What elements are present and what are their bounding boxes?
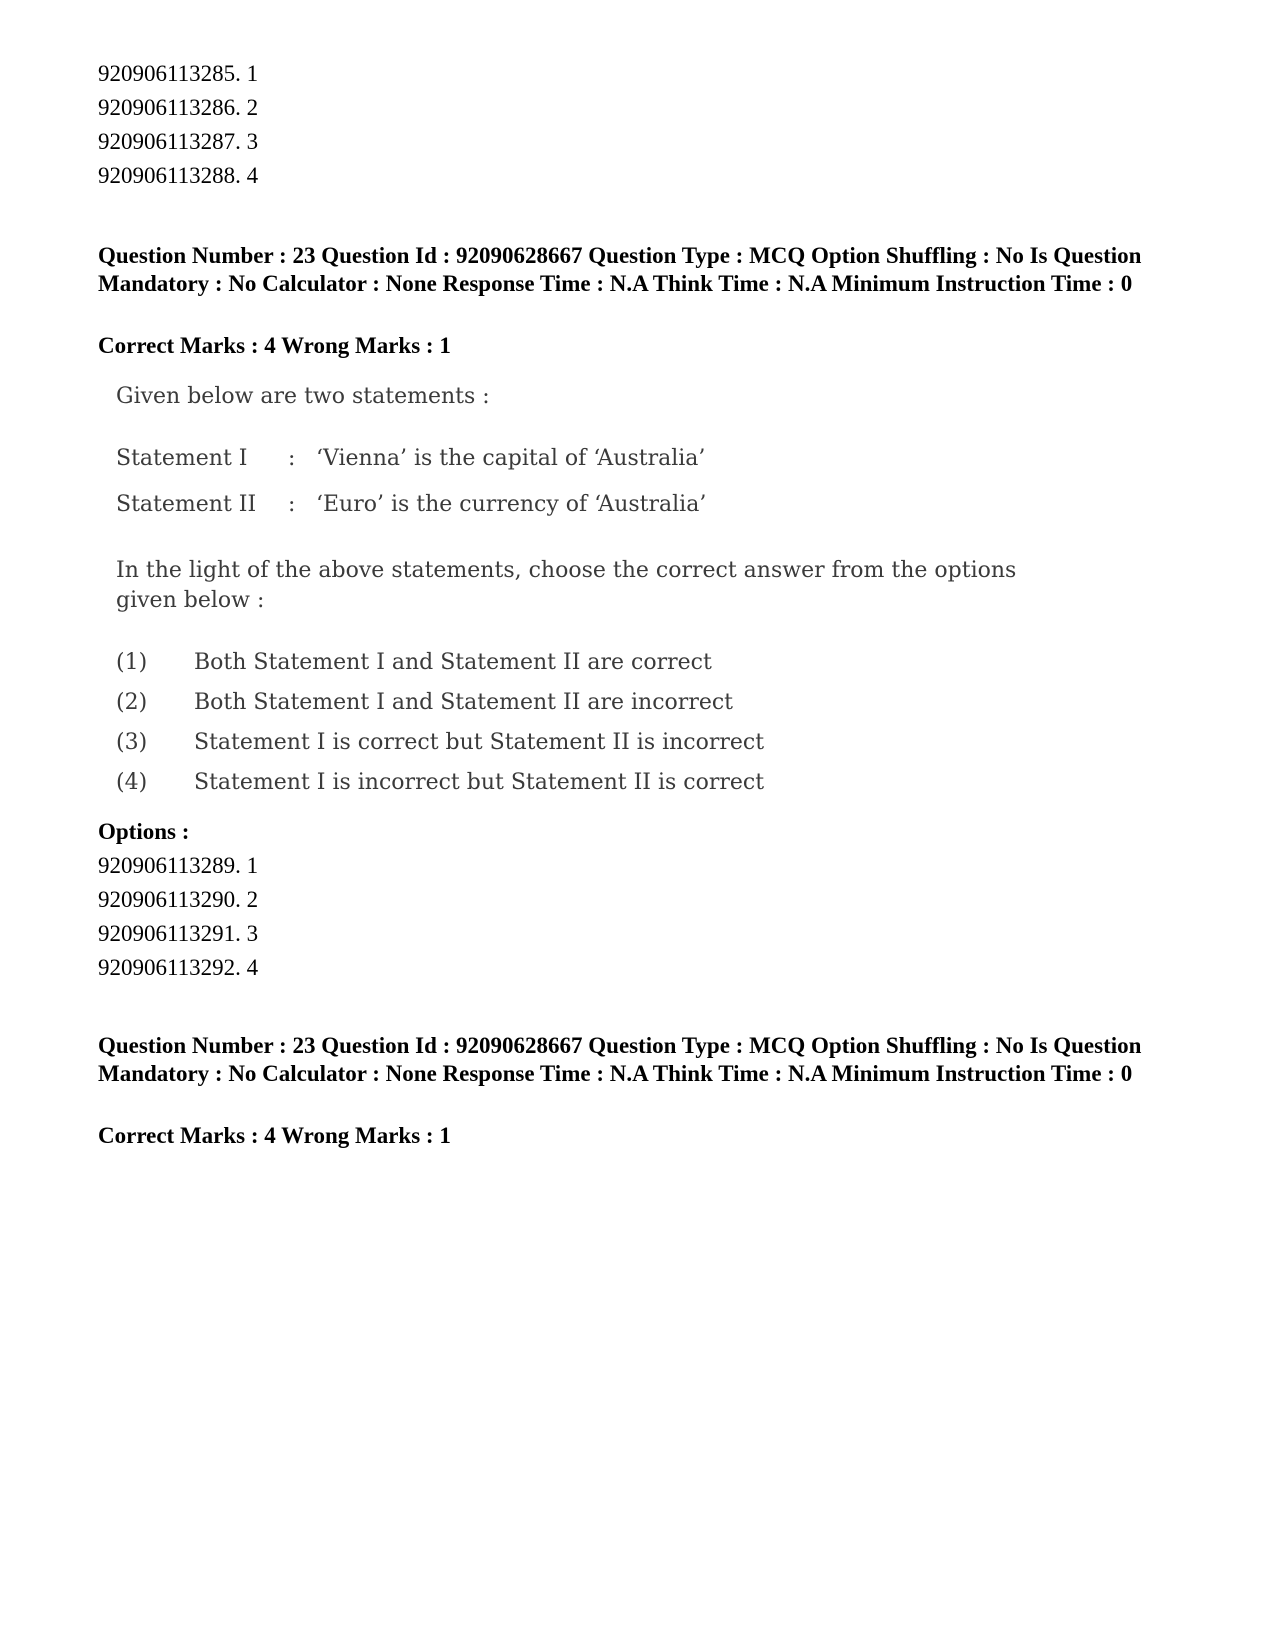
question-intro: Given below are two statements : — [116, 384, 490, 409]
choice-number: (3) — [116, 730, 148, 755]
choice-4 — [116, 770, 764, 795]
statement-text: ‘Euro’ is the currency of ‘Australia’ — [316, 492, 707, 517]
option-line: 920906113285. 1 — [98, 61, 259, 86]
statement-text: ‘Vienna’ is the capital of ‘Australia’ — [316, 446, 706, 471]
statement-2 — [116, 492, 706, 517]
choice-3 — [116, 730, 764, 755]
question-instruction: In the light of the above statements, choose the correct answer from the options given below : — [116, 558, 1017, 613]
question-image — [98, 368, 1058, 808]
option-line: 920906113292. 4 — [98, 955, 259, 980]
option-line: 920906113290. 2 — [98, 887, 259, 912]
question-marks: Correct Marks : 4 Wrong Marks : 1 — [98, 333, 451, 358]
choice-number: (1) — [116, 650, 148, 675]
choice-text: Both Statement I and Statement II are correct — [194, 650, 712, 675]
option-line: 920906113288. 4 — [98, 163, 259, 188]
option-line: 920906113286. 2 — [98, 95, 259, 120]
choice-2 — [116, 690, 733, 715]
statement-label: Statement I — [116, 446, 248, 471]
option-line: 920906113291. 3 — [98, 921, 259, 946]
statement-colon: : — [288, 446, 296, 471]
choice-1 — [116, 650, 712, 675]
question-marks: Correct Marks : 4 Wrong Marks : 1 — [98, 1123, 451, 1148]
statement-colon: : — [288, 492, 296, 517]
question-meta: Question Number : 23 Question Id : 92090628667 Question Type : MCQ Option Shuffling : No Is Question Mandatory : No Calculator : None Response Time : N.A Think Time : N.A Minimum Instruction Time : 0 — [98, 1033, 1142, 1086]
option-line: 920906113287. 3 — [98, 129, 259, 154]
choice-number: (4) — [116, 770, 148, 795]
statement-label: Statement II — [116, 492, 257, 517]
question-meta: Question Number : 23 Question Id : 92090628667 Question Type : MCQ Option Shuffling : No Is Question Mandatory : No Calculator : None Response Time : N.A Think Time : N.A Minimum Instruction Time : 0 — [98, 243, 1142, 296]
choice-text: Statement I is incorrect but Statement II is correct — [194, 770, 765, 795]
choice-text: Statement I is correct but Statement II is incorrect — [194, 730, 765, 755]
options-label: Options : — [98, 819, 190, 844]
choice-text: Both Statement I and Statement II are incorrect — [194, 690, 734, 715]
statement-1 — [116, 446, 705, 471]
choice-number: (2) — [116, 690, 148, 715]
option-line: 920906113289. 1 — [98, 853, 259, 878]
